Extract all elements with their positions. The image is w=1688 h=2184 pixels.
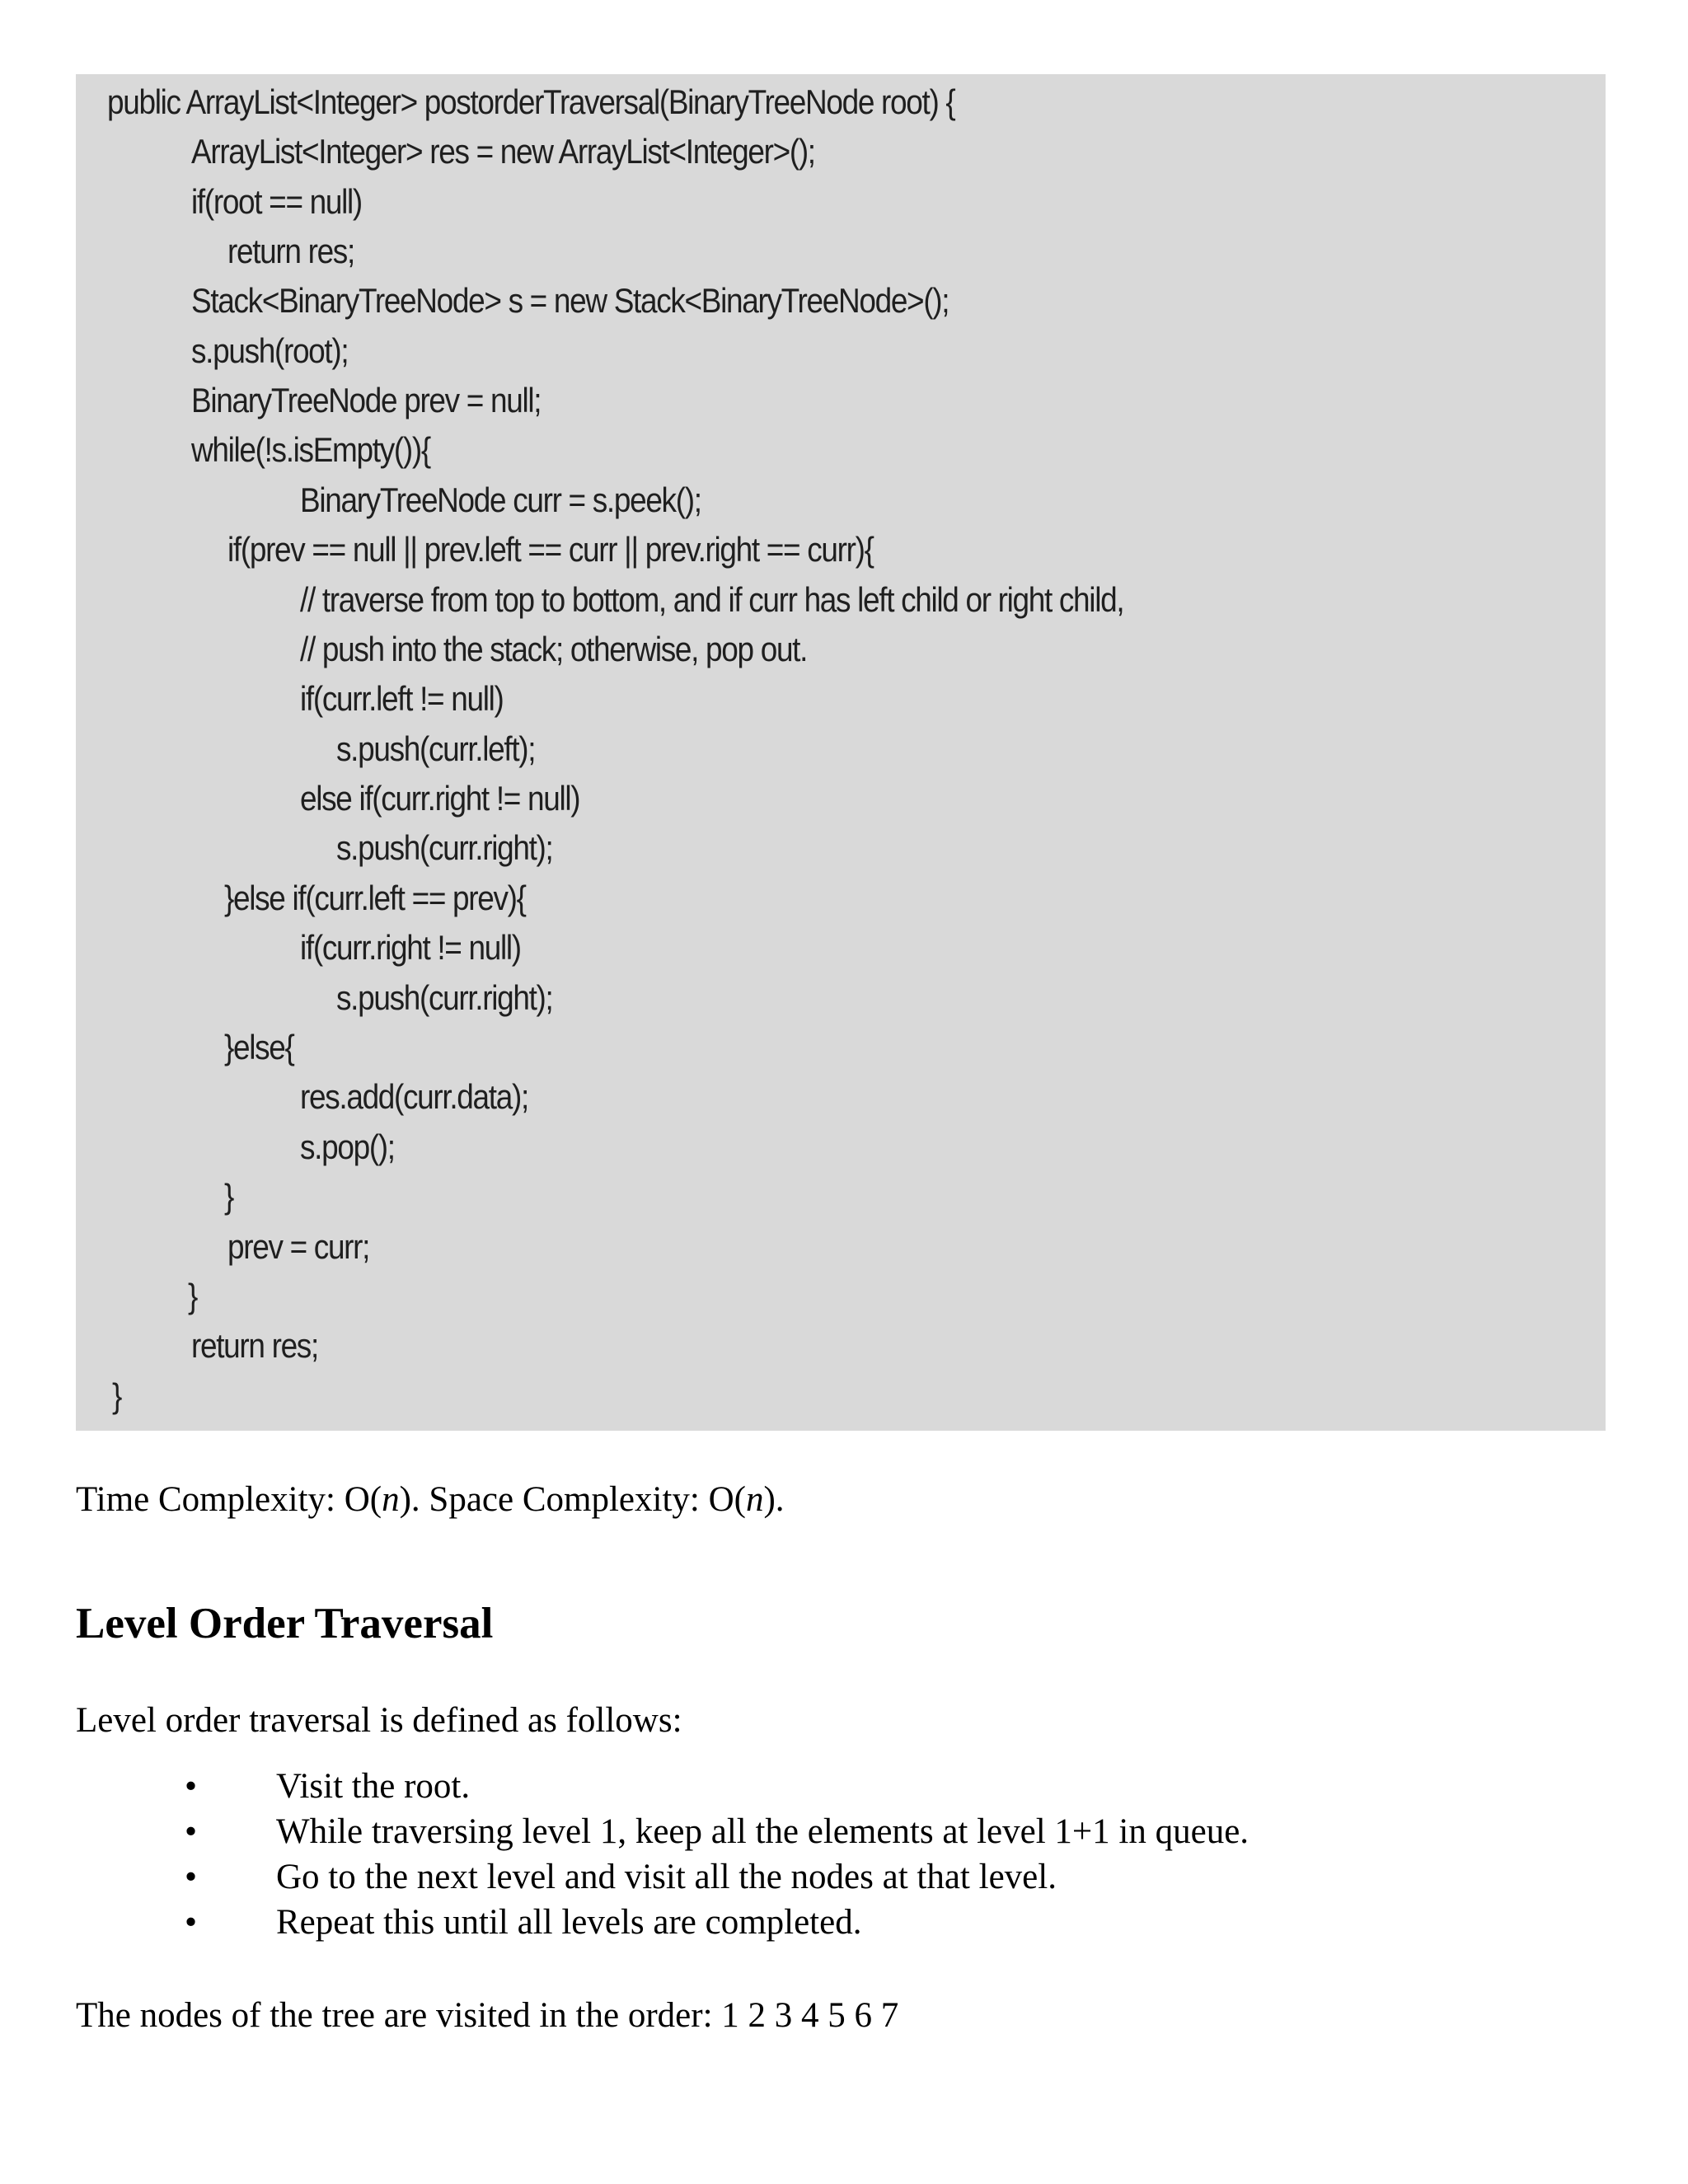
code-line: }else if(curr.left == prev){ xyxy=(224,879,526,917)
list-item-text: Go to the next level and visit all the nodes at that level. xyxy=(276,1858,1057,1896)
code-line: s.pop(); xyxy=(300,1127,395,1166)
bullet-icon: • xyxy=(185,1767,198,1806)
list-item-text: Repeat this until all levels are completed. xyxy=(276,1903,862,1942)
code-line: }else{ xyxy=(224,1028,294,1066)
code-line: } xyxy=(224,1177,234,1216)
code-line: public ArrayList<Integer> postorderTraversal(BinaryTreeNode root) { xyxy=(107,82,955,121)
complexity-end: ). xyxy=(763,1480,785,1519)
bullet-icon: • xyxy=(185,1812,198,1851)
code-line: return res; xyxy=(227,232,354,270)
code-line: return res; xyxy=(191,1326,318,1365)
code-line: Stack<BinaryTreeNode> s = new Stack<BinaryTreeNode>(); xyxy=(191,281,950,320)
code-line: else if(curr.right != null) xyxy=(300,779,580,818)
code-line: // push into the stack; otherwise, pop out. xyxy=(300,630,808,668)
complexity-space-var: n xyxy=(745,1480,764,1519)
code-line: BinaryTreeNode curr = s.peek(); xyxy=(300,480,701,519)
complexity-time-label: Time Complexity: O( xyxy=(76,1480,382,1519)
bullet-icon: • xyxy=(185,1858,198,1896)
section-heading: Level Order Traversal xyxy=(76,1600,494,1647)
complexity-mid: ). Space Complexity: O( xyxy=(399,1480,746,1519)
code-line: } xyxy=(112,1376,122,1415)
complexity-time-var: n xyxy=(382,1480,400,1519)
bullet-icon: • xyxy=(185,1903,198,1942)
code-line: if(root == null) xyxy=(191,182,362,221)
code-line: if(curr.right != null) xyxy=(300,928,521,967)
complexity-statement xyxy=(76,1479,785,1521)
code-line: prev = curr; xyxy=(227,1227,370,1266)
code-line: // traverse from top to bottom, and if curr has left child or right child, xyxy=(300,580,1124,619)
code-block xyxy=(76,74,1606,1431)
list-item-text: While traversing level 1, keep all the elements at level 1+1 in queue. xyxy=(276,1812,1250,1851)
list-item-text: Visit the root. xyxy=(276,1767,471,1806)
traversal-order-statement: The nodes of the tree are visited in the order: 1 2 3 4 5 6 7 xyxy=(76,1996,899,2035)
code-line: BinaryTreeNode prev = null; xyxy=(191,381,542,419)
code-line: } xyxy=(188,1277,198,1315)
code-line: if(prev == null || prev.left == curr || prev.right == curr){ xyxy=(227,530,874,569)
code-line: while(!s.isEmpty()){ xyxy=(191,430,430,469)
code-line: s.push(curr.left); xyxy=(336,729,536,768)
code-line: s.push(curr.right); xyxy=(336,828,553,867)
code-line: s.push(curr.right); xyxy=(336,978,553,1017)
code-line: s.push(root); xyxy=(191,331,349,370)
code-line: if(curr.left != null) xyxy=(300,679,504,718)
code-line: ArrayList<Integer> res = new ArrayList<Integer>(); xyxy=(191,132,815,171)
section-intro: Level order traversal is defined as follows: xyxy=(76,1701,682,1740)
code-line: res.add(curr.data); xyxy=(300,1077,528,1116)
